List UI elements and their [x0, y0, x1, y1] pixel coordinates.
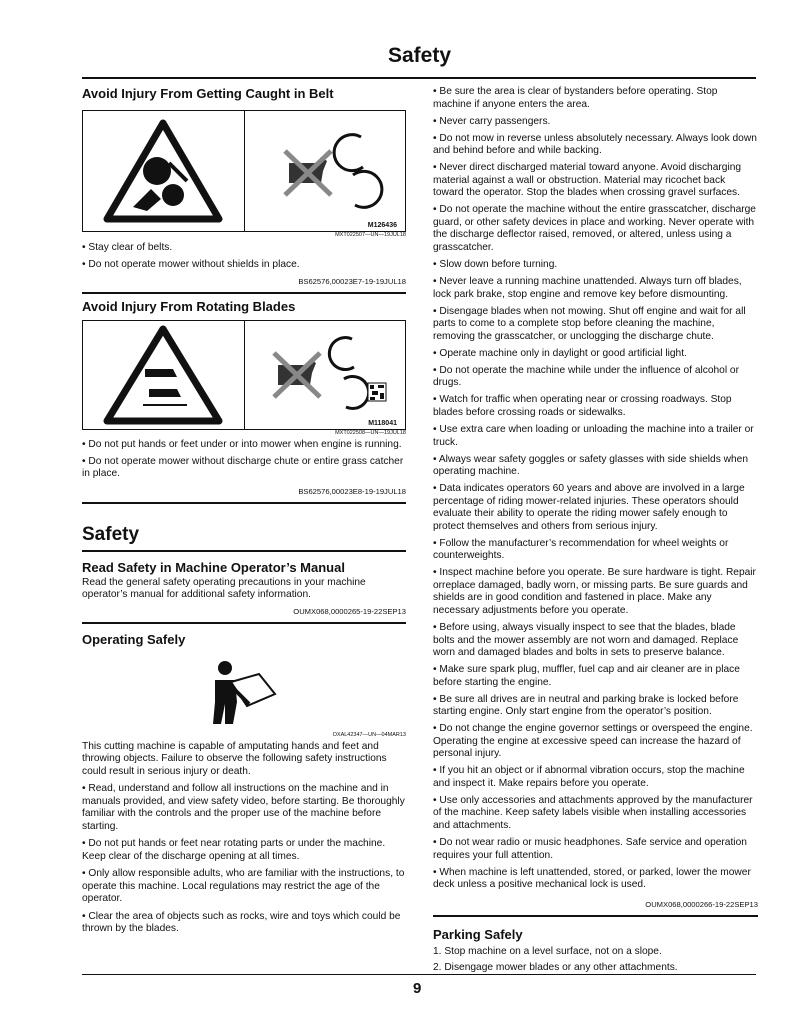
operating-bullet: • Watch for traffic when operating near or crossing roadways. Stop blades before crossing roads or sidewalks. — [433, 394, 732, 418]
page-title: Safety — [388, 44, 452, 67]
operating-intro: This cutting machine is capable of amputating hands and feet and throwing objects. Failure to observe the following safety instructions could result in serious injury or death. — [82, 740, 387, 777]
operating-bullet: • Use only accessories and attachments approved by the manufacturer of the machine. Keep safety labels visible when installing accessories and attachments. — [433, 794, 753, 831]
blades-bullet: • Do not put hands or feet under or into mower when engine is running. — [82, 439, 402, 450]
operating-bullet: • Always wear safety goggles or safety glasses with side shields when operating machine. — [433, 453, 749, 478]
parking-step: 1. Stop machine on a level surface, not on a slope. — [433, 945, 662, 957]
blades-heading: Avoid Injury From Rotating Blades — [82, 299, 296, 314]
blades-figure-ref: MXT022508—UN—19JUL18 — [335, 430, 406, 436]
section-rule — [82, 622, 406, 624]
no-hand-blades-icon — [260, 325, 390, 425]
belt-figure-ref: MXT022507—UN—19JUL18 — [335, 232, 406, 238]
belt-hazard-icon — [103, 119, 223, 223]
blades-hazard-panel — [83, 321, 244, 429]
operating-bullet: • Never carry passengers. — [433, 115, 551, 127]
operating-heading: Operating Safely — [82, 631, 186, 647]
parking-step: 2. Disengage mower blades or any other attachments. — [433, 962, 678, 974]
operating-bullet: • Operate machine only in daylight or good artificial light. — [433, 347, 687, 359]
person-reading-icon — [209, 658, 279, 728]
section-rule — [82, 502, 406, 504]
belt-instruction-panel — [244, 111, 406, 231]
section-title-rule — [82, 550, 406, 552]
reading-figure — [82, 658, 406, 730]
reading-figure-ref: OXAL42347—UN—04MAR13 — [332, 731, 406, 738]
left-column — [82, 84, 406, 936]
operating-bullet: • Inspect machine before you operate. Be sure hardware is tight. Repair orreplace damaged, badly worn, or missing parts. Be sure guards and shields are in good condition and fastened in place. Make any necessary adjustments before you operate. — [433, 567, 756, 616]
read-manual-heading: Read Safety in Machine Operator’s Manual — [82, 559, 345, 575]
blades-decal-code: M118041 — [368, 420, 397, 427]
operating-bullet: • Make sure spark plug, muffler, fuel cap and air cleaner are in place before starting the engine. — [433, 664, 740, 688]
blades-instruction-panel — [244, 321, 406, 429]
blades-ref: BS62576,00023E8-19-19JUL18 — [298, 486, 406, 496]
operating-bullet: • Clear the area of objects such as rocks, wire and toys which could be thrown by the blades. — [82, 910, 401, 934]
section-rule — [433, 915, 758, 917]
safety-section-title: Safety — [82, 523, 140, 545]
operating-bullet: • Use extra care when loading or unloading the machine into a trailer or truck. — [433, 424, 754, 448]
operating-bullet: • Data indicates operators 60 years and above are involved in a large percentage of riding mower-related injuries. These operators should evaluate their ability to operate the riding mower safely enough to protect themselves and others from serious injury. — [433, 483, 745, 532]
operating-bullet: • Do not wear radio or music headphones. Safe service and operation requires your full attention. — [433, 837, 747, 861]
belt-heading: Avoid Injury From Getting Caught in Belt — [82, 86, 334, 101]
operating-bullets-continued — [433, 86, 758, 892]
operating-bullet: • Do not operate the machine without the entire grasscatcher, discharge guard, or other safety devices in place and working. Never operate with the discharge deflector raised, removed, or altered, unless using a grasscatcher. — [433, 204, 756, 253]
operating-bullet: • Disengage blades when not mowing. Shut off engine and wait for all parts to come to a complete stop before cleaning the machine, removing the grasscatcher, or unclogging the discharge chute. — [433, 305, 746, 342]
parking-heading: Parking Safely — [433, 926, 523, 942]
belt-decal-code: M126436 — [367, 222, 397, 229]
operating-bullet: • Do not put hands or feet near rotating parts or under the machine. Keep clear of the discharge opening at all times. — [82, 838, 386, 862]
operating-bullet: • Never direct discharged material toward anyone. Avoid discharging material against a wall or obstruction. Material may ricochet back toward the operator. Stop the blades when crossing gravel surfaces. — [433, 162, 742, 199]
blades-hazard-icon — [103, 325, 223, 425]
operating-bullet: • When machine is left unattended, stored, or parked, lower the mower deck unless a positive mechanical lock is used. — [433, 866, 751, 891]
operating-bullet: • Do not mow in reverse unless absolutely necessary. Always look down and behind before and while backing. — [433, 132, 757, 157]
operating-bullet: • Only allow responsible adults, who are familiar with the instructions, to operate this machine. Local regulations may restrict the age of the operator. — [82, 868, 405, 904]
operating-bullet: • Be sure all drives are in neutral and parking brake is locked before starting engine. Only start engine from the operator’s position. — [433, 693, 739, 718]
operating-bullet: • Do not change the engine governor settings or overspeed the engine. Operating the engine at excessive speed can increase the hazard of personal injury. — [433, 723, 753, 760]
section-rule — [82, 292, 406, 294]
operating-bullet: • Be sure the area is clear of bystanders before operating. Stop machine if anyone enters the area. — [433, 86, 718, 110]
belt-ref: BS62576,00023E7-19-19JUL18 — [298, 277, 406, 286]
operating-bullet: • Slow down before turning. — [433, 258, 558, 270]
operating-ref: OUMX068,0000266-19-22SEP13 — [645, 899, 758, 909]
belt-bullet: • Stay clear of belts. — [82, 242, 173, 253]
no-hand-rotation-icon — [265, 121, 385, 221]
belt-bullet: • Do not operate mower without shields in place. — [82, 258, 300, 270]
operating-bullet: • Read, understand and follow all instructions on the machine and in manuals provided, and view safety video, before starting. Be thoroughly familiar with the controls and the proper use of the machine before starting. — [82, 783, 405, 832]
belt-hazard-panel — [83, 111, 244, 231]
read-manual-text: Read the general safety operating precautions in your machine operator’s manual for additional safety information. — [82, 576, 366, 600]
right-column — [433, 86, 758, 975]
footer-rule — [82, 974, 756, 975]
belt-warning-decal — [82, 110, 406, 232]
blades-bullet: • Do not operate mower without discharge chute or entire grass catcher in place. — [82, 455, 404, 479]
read-manual-ref: OUMX068,0000265-19-22SEP13 — [293, 606, 406, 616]
blades-warning-decal — [82, 320, 406, 430]
operating-bullet: • If you hit an object or if abnormal vibration occurs, stop the machine and inspect it. Make repairs before you operate. — [433, 765, 745, 789]
operating-bullet: • Before using, always visually inspect to see that the blades, blade bolts and the mower assembly are not worn and damaged. Replace worn and damaged blades and bolts in sets to preserve balance. — [433, 622, 739, 658]
header-rule — [82, 77, 756, 79]
page-number: 9 — [413, 980, 422, 997]
operating-bullet: • Do not operate the machine while under the influence of alcohol or drugs. — [433, 364, 739, 389]
operating-bullet: • Never leave a running machine unattended. Always turn off blades, lock park brake, stop engine and remove key before dismounting. — [433, 276, 742, 300]
operating-bullet: • Follow the manufacturer’s recommendation for wheel weights or counterweights. — [433, 537, 729, 562]
